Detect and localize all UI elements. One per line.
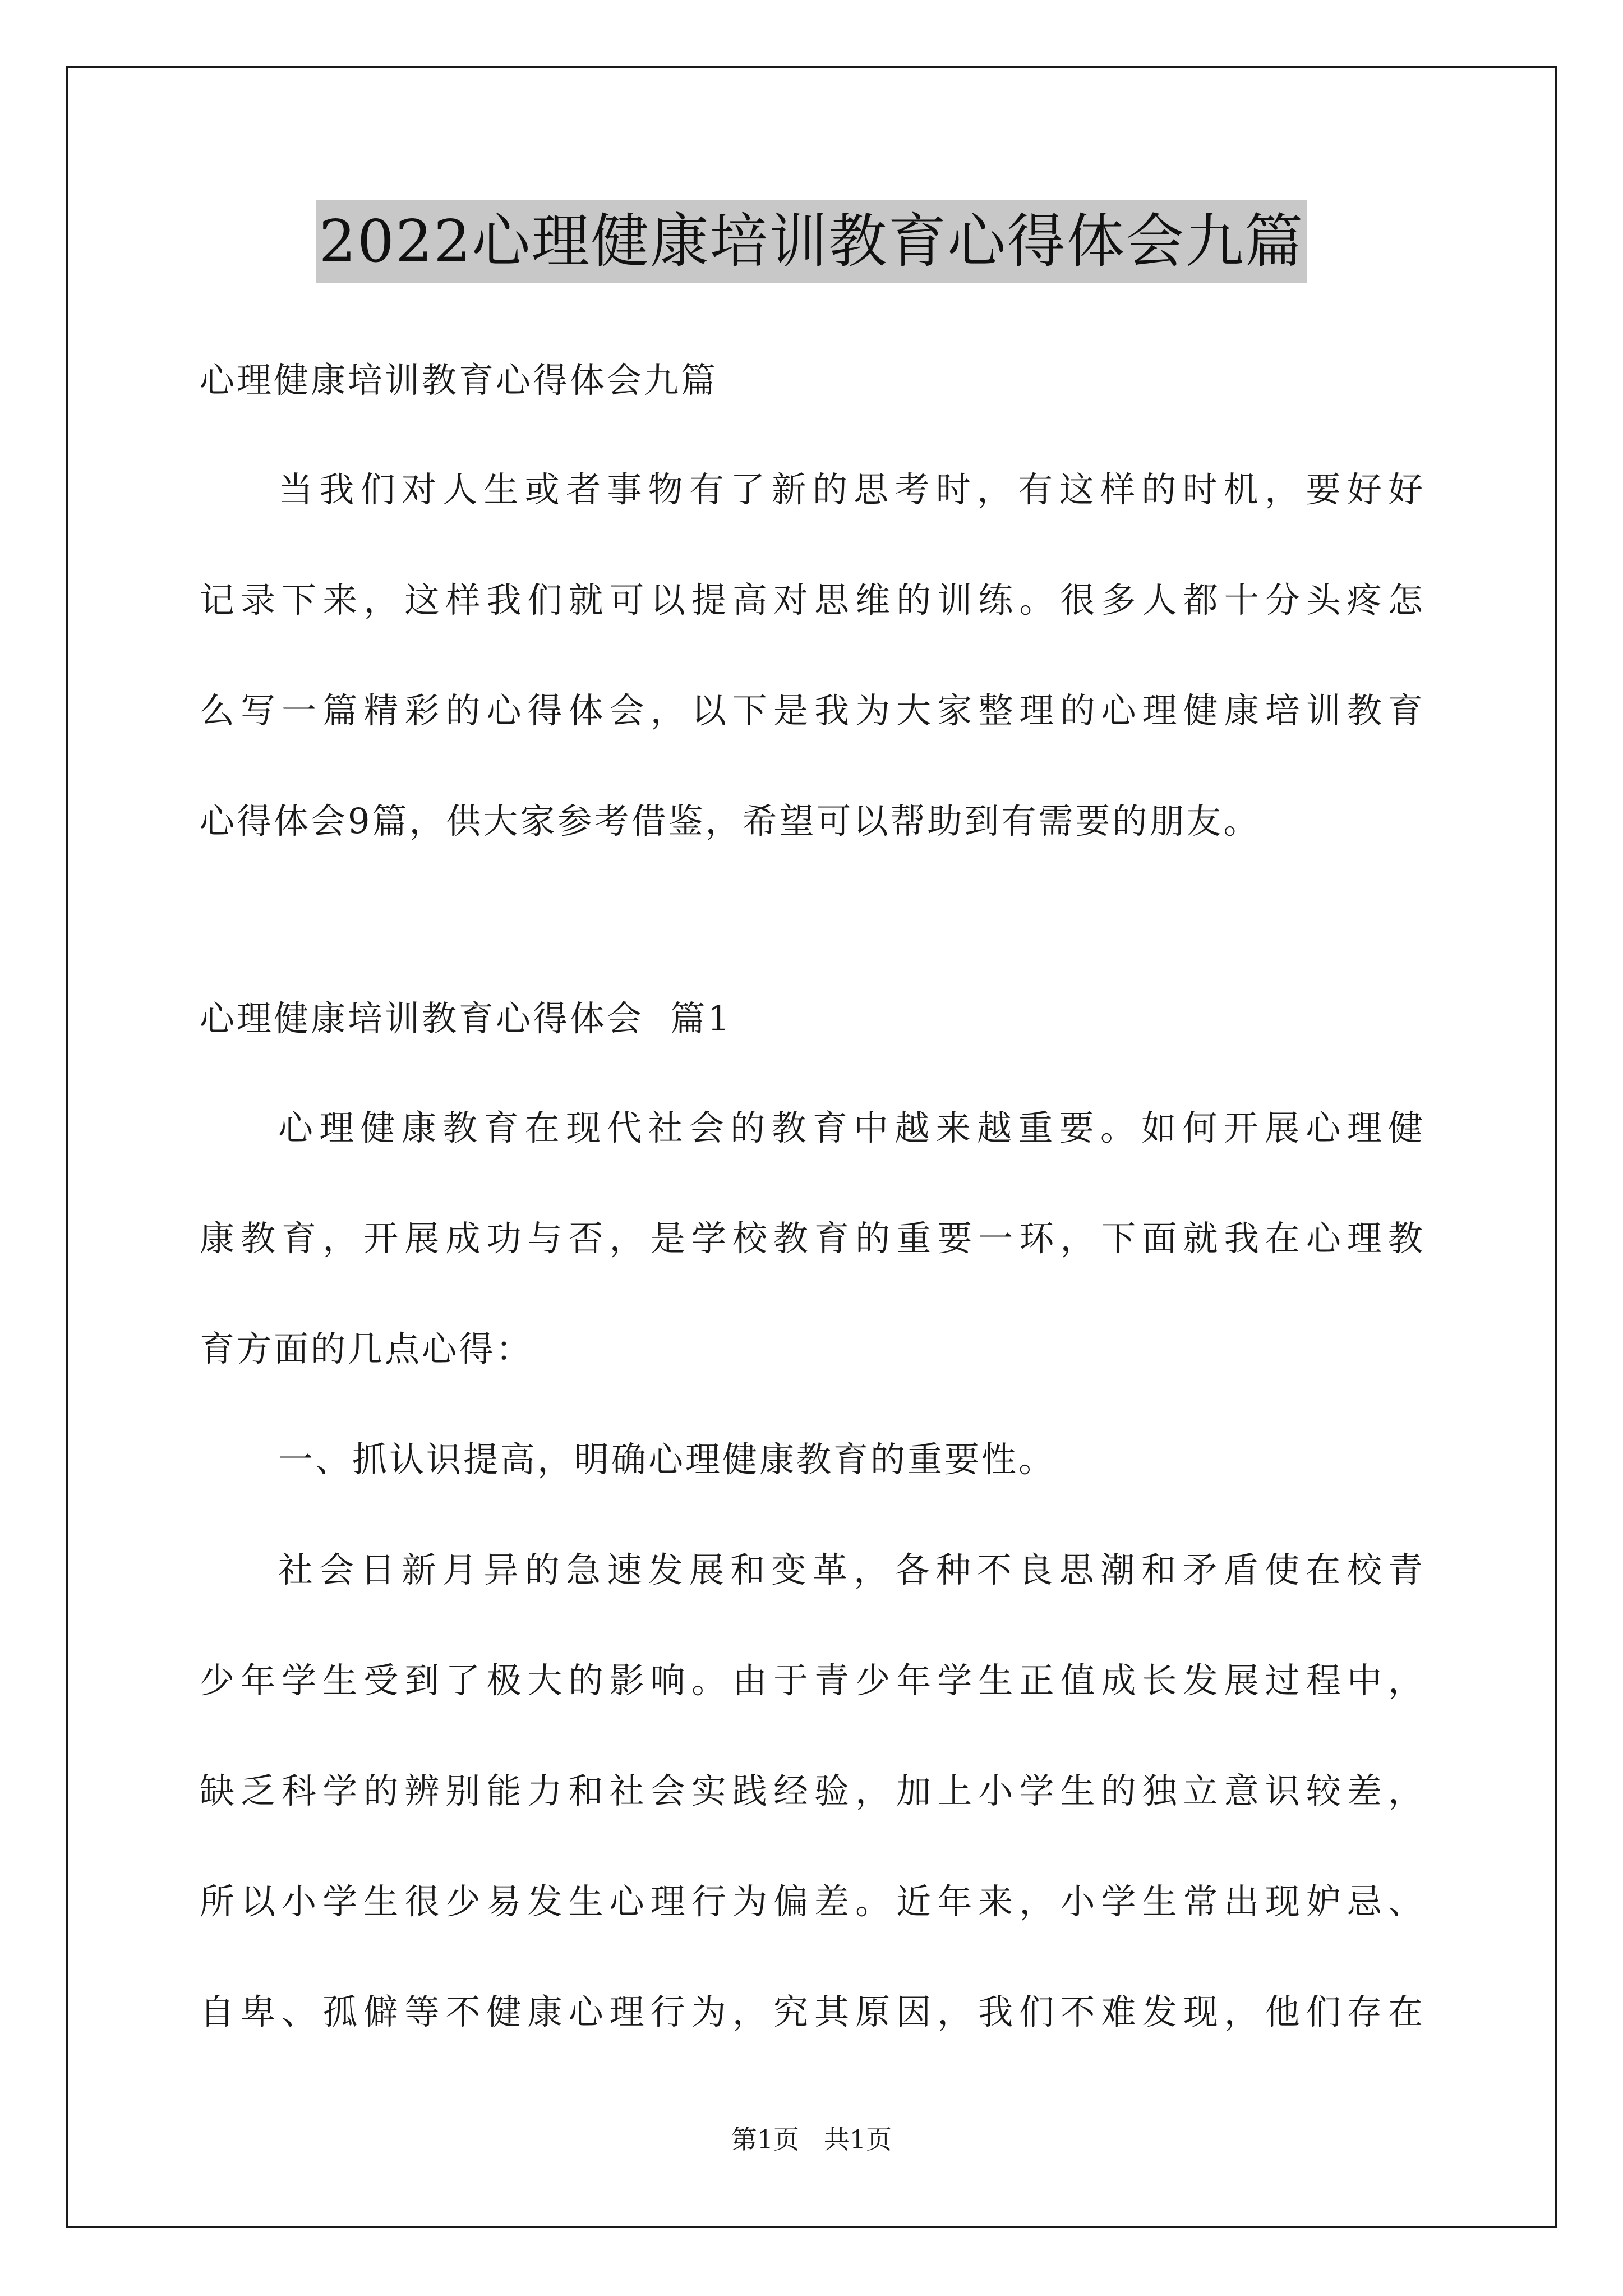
document-subtitle: 心理健康培训教育心得体会九篇 — [200, 360, 718, 401]
para2-line-3: 缺乏科学的辨别能力和社会实践经验，加上小学生的独立意识较差， — [200, 1770, 1425, 1811]
section-heading: 心理健康培训教育心得体会 篇1 — [200, 998, 732, 1039]
para1-line-2: 康教育，开展成功与否，是学校教育的重要一环，下面就我在心理教 — [200, 1218, 1425, 1259]
para2-line-5: 自卑、孤僻等不健康心理行为，究其原因，我们不难发现，他们存在 — [200, 1991, 1425, 2032]
para1-line-3: 育方面的几点心得： — [200, 1328, 533, 1369]
point-one: 一、抓认识提高，明确心理健康教育的重要性。 — [278, 1439, 1056, 1480]
para2-line-2: 少年学生受到了极大的影响。由于青少年学生正值成长发展过程中， — [200, 1660, 1425, 1701]
page-footer: 第1页 共1页 — [731, 2124, 892, 2155]
para2-line-1: 社会日新月异的急速发展和变革，各种不良思潮和矛盾使在校青 — [278, 1549, 1425, 1590]
intro-line-3: 么写一篇精彩的心得体会，以下是我为大家整理的心理健康培训教育 — [200, 690, 1425, 731]
intro-line-4: 心得体会9篇，供大家参考借鉴，希望可以帮助到有需要的朋友。 — [200, 800, 1261, 841]
document-title: 2022心理健康培训教育心得体会九篇 — [316, 200, 1308, 283]
para1-line-1: 心理健康教育在现代社会的教育中越来越重要。如何开展心理健 — [278, 1107, 1425, 1148]
intro-line-2: 记录下来，这样我们就可以提高对思维的训练。很多人都十分头疼怎 — [200, 579, 1425, 620]
para2-line-4: 所以小学生很少易发生心理行为偏差。近年来，小学生常出现妒忌、 — [200, 1881, 1425, 1922]
intro-line-1: 当我们对人生或者事物有了新的思考时，有这样的时机，要好好 — [278, 469, 1425, 510]
title-container — [0, 200, 1623, 283]
